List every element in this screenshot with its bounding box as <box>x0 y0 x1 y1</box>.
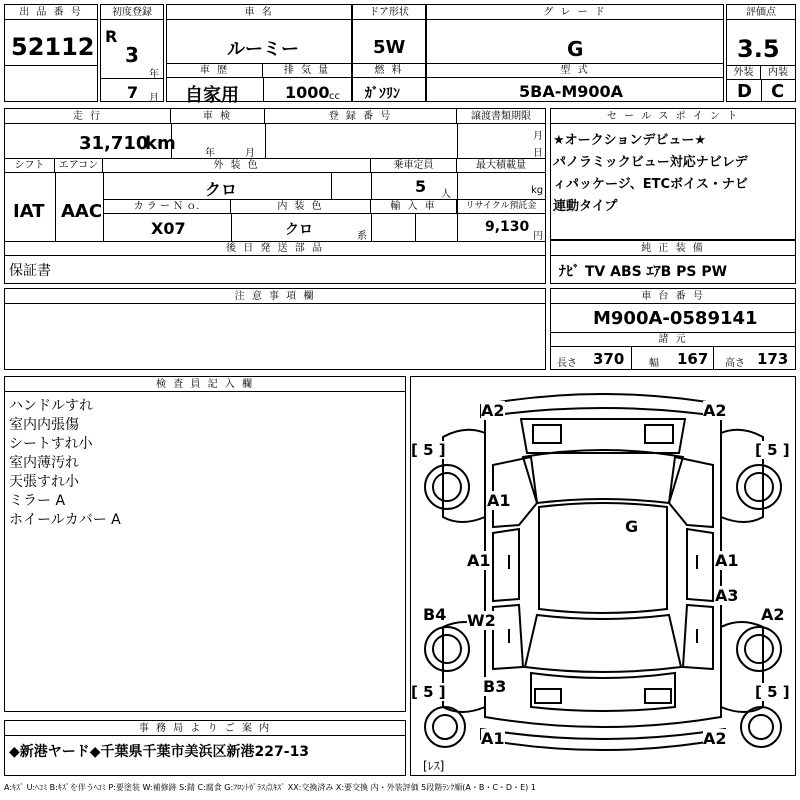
door-box <box>352 4 426 102</box>
color-no-label: カ ラ ー Ｎ ｏ. <box>103 199 231 214</box>
displacement-value: 1000 <box>285 83 330 102</box>
capacity-unit: 人 <box>441 189 451 200</box>
legend: A:ｷｽﾞ U:ﾍｺﾐ B:ｷｽﾞを伴うﾍｺﾐ P:要塗装 W:補修跡 S:錆 C:腐食 G:ﾌﾛﾝﾄｶﾞﾗｽ点ｷｽﾞ XX:交換済み X:要交換 内・外装評価 5段階ﾗﾝｸ順(A・B・C・D・E) 1 <box>4 783 536 792</box>
score-label: 評価点 <box>727 5 795 20</box>
max-load-label: 最大積載量 <box>457 158 545 173</box>
year-unit: 年 <box>149 69 159 80</box>
mark-w2-left: W2 <box>467 611 496 630</box>
height-value: 173 <box>757 350 789 368</box>
grade-label: グ レ ー ド <box>427 5 723 20</box>
inspector-line: ホイールカバー A <box>9 512 121 528</box>
first-reg-month: 7 <box>127 83 139 102</box>
color-no-value: X07 <box>151 219 186 238</box>
interior-color-unit: 系 <box>357 231 367 242</box>
notes-label: 注 意 事 項 欄 <box>5 289 545 304</box>
first-reg-box <box>100 4 164 102</box>
exterior-label: 外装 <box>727 65 761 80</box>
first-reg-year: 3 <box>125 43 139 67</box>
interior-color-label: 内 装 色 <box>231 199 371 214</box>
length-label: 長さ <box>557 358 577 369</box>
chassis-box <box>550 288 796 370</box>
sales-point-line: ィパッケージ、ETCボイス・ナビ <box>553 177 748 192</box>
recycle-label: リサイクル預託金 <box>457 199 545 214</box>
mark-a1-right-mid: A1 <box>715 551 739 570</box>
later-parts-value: 保証書 <box>9 263 51 279</box>
score-box <box>726 4 796 102</box>
inspection-year-unit: 年 <box>205 148 215 159</box>
inspector-line: ミラー A <box>9 493 66 509</box>
ac-value: AAC <box>61 201 103 222</box>
car-name: ルーミー <box>227 39 299 60</box>
equipment-value: ﾅﾋﾞ TV ABS ｴｱB PS PW <box>559 264 728 280</box>
mark-b3-rear: B3 <box>483 677 507 696</box>
fuel-value: ｶﾞｿﾘﾝ <box>365 86 400 102</box>
later-parts-label: 後 日 発 送 部 品 <box>5 241 545 256</box>
capacity-value: 5 <box>415 177 427 196</box>
displacement-unit: cc <box>329 91 340 102</box>
recycle-value: 9,130 <box>485 219 530 235</box>
inspector-box <box>4 376 406 712</box>
mark-a3-right: A3 <box>715 586 739 605</box>
equipment-label: 純 正 装 備 <box>551 241 795 256</box>
inspector-line: 天張すれ小 <box>9 474 79 490</box>
era: R <box>105 27 118 46</box>
score-value: 3.5 <box>737 35 780 63</box>
history-value: 自家用 <box>185 85 239 106</box>
door-label: ドア形状 <box>353 5 425 20</box>
grade-value: G <box>567 37 584 61</box>
inspector-label: 検 査 員 記 入 欄 <box>5 377 405 392</box>
height-label: 高さ <box>725 358 745 369</box>
mark-a1-left-mid: A1 <box>467 551 491 570</box>
office-box <box>4 720 406 776</box>
ac-label: エアコン <box>55 158 103 173</box>
fuel-label: 燃 料 <box>353 63 425 78</box>
door-value: 5W <box>373 37 406 58</box>
spare-tire: [ﾚｽ] <box>423 759 445 773</box>
car-name-box <box>166 4 352 106</box>
mark-a1-left-top: A1 <box>487 491 511 510</box>
notes-box <box>4 288 546 370</box>
mark-a2-tr: A2 <box>703 401 727 420</box>
car-name-label: 車 名 <box>167 5 351 20</box>
lot-number: 52112 <box>11 33 95 61</box>
mileage-value: 31,710 <box>79 133 149 154</box>
color-label: 外 装 色 <box>103 158 371 173</box>
inspector-line: 室内薄汚れ <box>9 455 79 471</box>
width-label: 幅 <box>649 358 659 369</box>
length-value: 370 <box>593 350 625 368</box>
mark-a2-br: A2 <box>703 729 727 748</box>
mileage-unit: km <box>145 133 176 154</box>
mark-a2-right: A2 <box>761 605 785 624</box>
recycle-unit: 円 <box>533 231 543 242</box>
shift-label: シフト <box>5 158 55 173</box>
tire-rl: [ 5 ] <box>411 683 446 701</box>
sales-point-line: パノラミックビュー対応ナビレデ <box>553 155 748 170</box>
transfer-label: 譲渡書類期限 <box>457 109 545 124</box>
tire-rr: [ 5 ] <box>755 683 790 701</box>
chassis-value: M900A-0589141 <box>593 308 758 329</box>
vehicle-info-box <box>4 108 546 284</box>
history-label: 車 歴 <box>167 63 263 78</box>
tire-fl: [ 5 ] <box>411 441 446 459</box>
width-value: 167 <box>677 350 709 368</box>
grade-box <box>426 4 724 102</box>
mark-g-roof: G <box>625 517 639 536</box>
interior-grade: C <box>771 81 785 102</box>
office-label: 事 務 局 よ り ご 案 内 <box>5 721 405 736</box>
interior-label: 内装 <box>761 65 795 80</box>
lot-box <box>4 4 98 102</box>
inspector-line: シートすれ小 <box>9 436 93 452</box>
car-diagram-box <box>410 376 796 776</box>
shift-value: IAT <box>13 201 45 222</box>
chassis-label: 車 台 番 号 <box>551 289 795 304</box>
transfer-month-unit: 月 <box>533 131 543 142</box>
mileage-label: 走 行 <box>5 109 171 124</box>
equipment-box <box>550 240 796 284</box>
tire-fr: [ 5 ] <box>755 441 790 459</box>
transfer-day-unit: 日 <box>533 148 543 159</box>
sales-point-label: セ ー ル ス ポ イ ン ト <box>551 109 795 124</box>
first-reg-label: 初度登録 <box>101 5 163 20</box>
plate-label: 登 録 番 号 <box>265 109 457 124</box>
exterior-grade: D <box>737 81 752 102</box>
inspection-month-unit: 月 <box>245 148 255 159</box>
interior-color-value: クロ <box>285 222 313 238</box>
inspection-label: 車 検 <box>171 109 265 124</box>
office-value: ◆新港ヤード◆千葉県千葉市美浜区新港227-13 <box>9 744 310 760</box>
mark-a1-bl: A1 <box>481 729 505 748</box>
model-value: 5BA-M900A <box>519 82 624 101</box>
sales-point-line: ★オークションデビュー★ <box>553 133 707 148</box>
color-value: クロ <box>205 180 238 199</box>
displacement-label: 排 気 量 <box>263 63 351 78</box>
max-load-unit: kg <box>531 185 544 196</box>
mark-b4-left: B4 <box>423 605 447 624</box>
specs-label: 諸 元 <box>551 332 795 347</box>
capacity-label: 乗車定員 <box>371 158 457 173</box>
import-label: 輸 入 車 <box>371 199 457 214</box>
inspector-line: 室内内張傷 <box>9 417 79 433</box>
month-unit: 月 <box>149 93 159 104</box>
lot-label: 出 品 番 号 <box>5 5 97 20</box>
sales-point-line: 連動タイプ <box>553 199 618 214</box>
inspector-line: ハンドルすれ <box>9 398 93 414</box>
mark-a2-tl: A2 <box>481 401 505 420</box>
model-label: 型 式 <box>427 63 723 78</box>
sales-point-box <box>550 108 796 240</box>
car-diagram <box>411 377 795 775</box>
